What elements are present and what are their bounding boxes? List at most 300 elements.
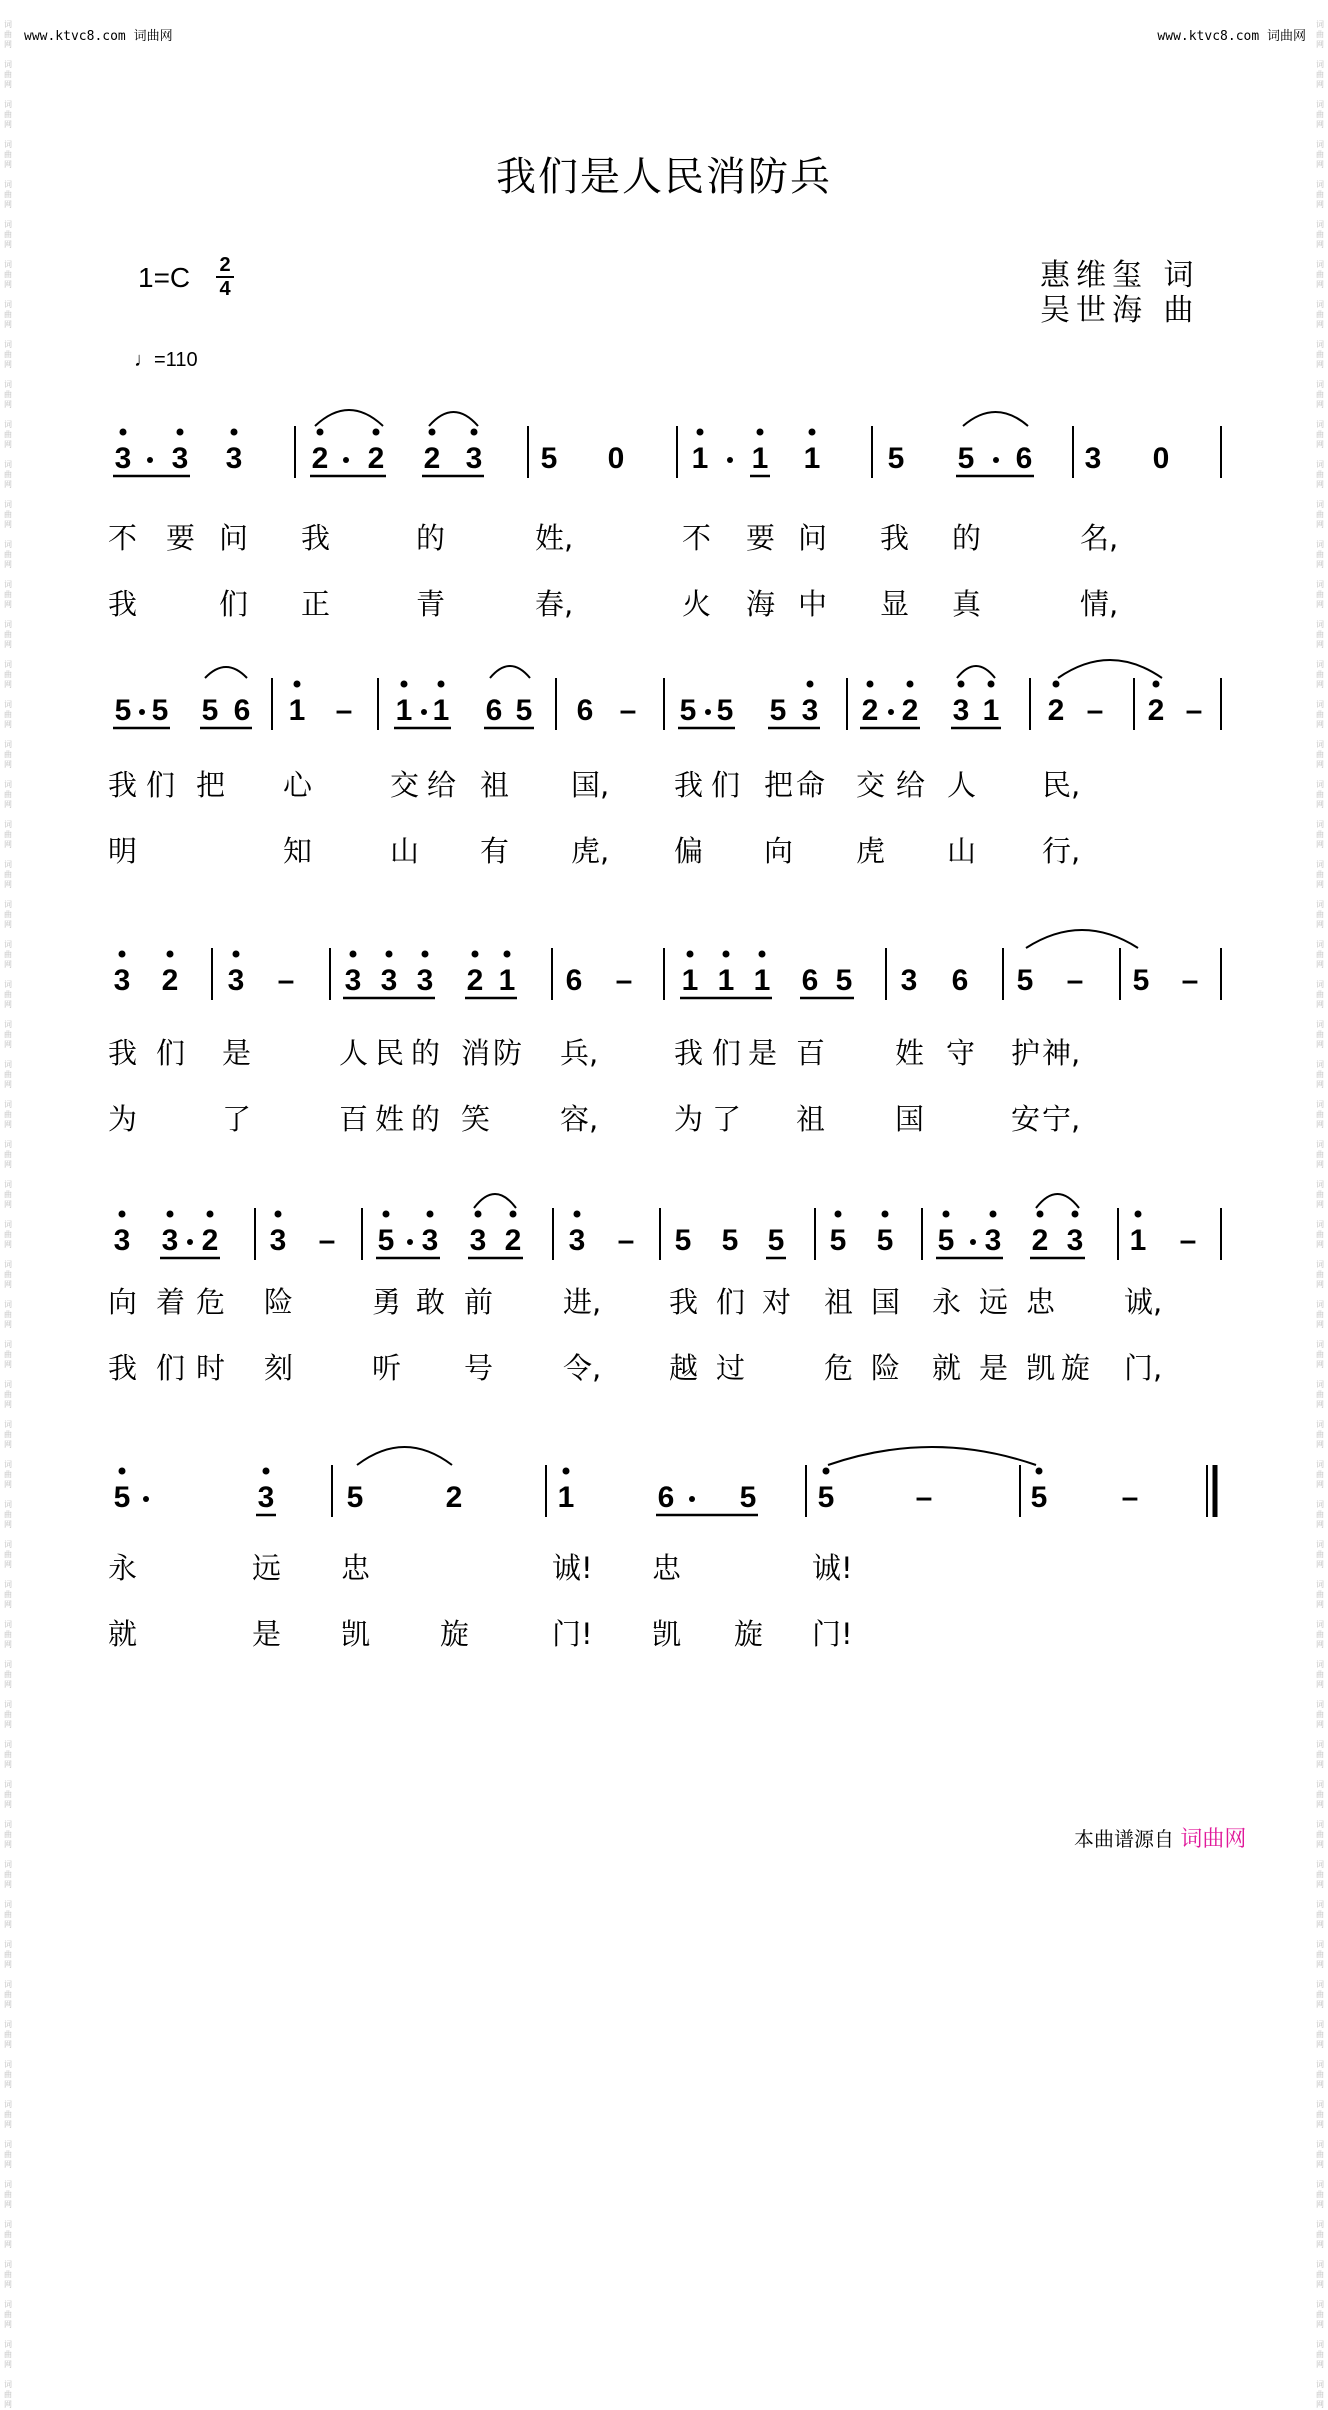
lyric-char: 我 bbox=[674, 1036, 704, 1070]
lyric-char: 凯 bbox=[341, 1617, 371, 1651]
augmentation-dot bbox=[421, 709, 427, 715]
high-octave-dot bbox=[401, 681, 408, 688]
note: – bbox=[1121, 1481, 1139, 1514]
note: 1 bbox=[982, 694, 1000, 727]
slur bbox=[1026, 930, 1138, 948]
lyric-char: 兵, bbox=[560, 1036, 599, 1070]
lyric-char: 是 bbox=[979, 1351, 1009, 1385]
footer-source bbox=[1074, 1822, 1246, 1853]
lyric-char: 险 bbox=[264, 1285, 294, 1319]
lyric-char: 诚! bbox=[552, 1551, 593, 1585]
note: 3 bbox=[344, 964, 362, 997]
lyric-char: 虎, bbox=[571, 834, 610, 868]
high-octave-dot bbox=[687, 951, 694, 958]
note: 5 bbox=[716, 694, 734, 727]
lyric-char: 人 bbox=[339, 1036, 369, 1070]
note: 2 bbox=[466, 964, 484, 997]
high-octave-dot bbox=[120, 429, 127, 436]
note: 5 bbox=[835, 964, 853, 997]
high-octave-dot bbox=[809, 429, 816, 436]
lyric-char: 不 bbox=[108, 521, 138, 555]
lyric-char: 是 bbox=[252, 1617, 282, 1651]
note: 1 bbox=[498, 964, 516, 997]
note: 5 bbox=[817, 1481, 835, 1514]
note: – bbox=[617, 1224, 635, 1257]
lyric-char: 前 bbox=[464, 1285, 494, 1319]
high-octave-dot bbox=[835, 1211, 842, 1218]
lyric-char: 显 bbox=[880, 587, 910, 621]
note: 2 bbox=[201, 1224, 219, 1257]
note: 3 bbox=[469, 1224, 487, 1257]
lyric-char: 诚, bbox=[1124, 1285, 1163, 1319]
lyric-char: 中 bbox=[798, 587, 828, 621]
lyric-char: 号 bbox=[464, 1351, 494, 1385]
note: 2 bbox=[161, 964, 179, 997]
lyric-char: 忠 bbox=[652, 1551, 682, 1585]
note: 5 bbox=[739, 1481, 757, 1514]
note: – bbox=[277, 964, 295, 997]
note: 6 bbox=[576, 694, 594, 727]
quarter-note-icon: ♩ bbox=[134, 349, 154, 371]
augmentation-dot bbox=[970, 1239, 976, 1245]
lyric-char: 国, bbox=[571, 768, 610, 802]
note: 2 bbox=[445, 1481, 463, 1514]
lyric-char: 是 bbox=[748, 1036, 778, 1070]
note: 6 bbox=[565, 964, 583, 997]
lyric-char: 忠 bbox=[1026, 1285, 1056, 1319]
high-octave-dot bbox=[563, 1468, 570, 1475]
lyric-char: 危 bbox=[196, 1285, 226, 1319]
note: – bbox=[1185, 694, 1203, 727]
note: 1 bbox=[288, 694, 306, 727]
lyric-char: 人 bbox=[947, 768, 977, 802]
high-octave-dot bbox=[1037, 1211, 1044, 1218]
lyric-char: 刻 bbox=[264, 1351, 294, 1385]
note: 5 bbox=[515, 694, 533, 727]
lyric-char: 远 bbox=[979, 1285, 1009, 1319]
lyric-char: 姓 bbox=[375, 1102, 405, 1136]
slur bbox=[957, 666, 995, 678]
lyric-char: 山 bbox=[947, 834, 977, 868]
high-octave-dot bbox=[177, 429, 184, 436]
lyric-char: 把 bbox=[196, 768, 226, 802]
time-sig-top: 2 bbox=[219, 254, 231, 276]
lyric-char: 向 bbox=[764, 834, 794, 868]
slur bbox=[357, 1447, 452, 1465]
lyric-char: 进, bbox=[563, 1285, 602, 1319]
lyric-char: 忠 bbox=[341, 1551, 371, 1585]
lyric-char: 心 bbox=[283, 768, 313, 802]
lyric-char: 我 bbox=[108, 587, 138, 621]
high-octave-dot bbox=[807, 681, 814, 688]
note: 3 bbox=[900, 964, 918, 997]
augmentation-dot bbox=[407, 1239, 413, 1245]
slur bbox=[490, 666, 530, 678]
lyric-char: 旋 bbox=[1061, 1351, 1091, 1385]
high-octave-dot bbox=[504, 951, 511, 958]
slur bbox=[1036, 1194, 1079, 1208]
lyric-char: 就 bbox=[932, 1351, 962, 1385]
high-octave-dot bbox=[119, 951, 126, 958]
lyric-char: 明 bbox=[108, 834, 138, 868]
high-octave-dot bbox=[757, 429, 764, 436]
lyric-char: 交 bbox=[390, 768, 420, 802]
high-octave-dot bbox=[867, 681, 874, 688]
augmentation-dot bbox=[993, 457, 999, 463]
note: 3 bbox=[568, 1224, 586, 1257]
lyric-char: 我 bbox=[674, 768, 704, 802]
note: 5 bbox=[151, 694, 169, 727]
note: 3 bbox=[171, 442, 189, 475]
site-watermark-left: www.ktvc8.com 词曲网 bbox=[24, 29, 173, 44]
note: 5 bbox=[1030, 1481, 1048, 1514]
note: 5 bbox=[377, 1224, 395, 1257]
high-octave-dot bbox=[907, 681, 914, 688]
lyric-char: 姓, bbox=[535, 521, 574, 555]
lyric-char: 令, bbox=[563, 1351, 602, 1385]
high-octave-dot bbox=[1072, 1211, 1079, 1218]
high-octave-dot bbox=[373, 429, 380, 436]
lyric-char: 给 bbox=[427, 768, 457, 802]
note: 5 bbox=[114, 694, 132, 727]
lyric-char: 行, bbox=[1042, 834, 1081, 868]
note: – bbox=[1179, 1224, 1197, 1257]
note: – bbox=[619, 694, 637, 727]
high-octave-dot bbox=[207, 1211, 214, 1218]
lyric-char: 祖 bbox=[824, 1285, 854, 1319]
lyric-char: 火 bbox=[682, 587, 712, 621]
high-octave-dot bbox=[386, 951, 393, 958]
lyric-char: 防 bbox=[493, 1036, 523, 1070]
high-octave-dot bbox=[823, 1468, 830, 1475]
lyric-char: 们 bbox=[712, 1036, 742, 1070]
lyric-char: 问 bbox=[798, 521, 828, 555]
lyric-char: 勇 bbox=[372, 1285, 402, 1319]
side-watermark-left: 词 曲 网 词 曲 网 词 曲 网 词 曲 网 词 曲 网 词 曲 网 词 曲 网 词 曲 网 词 曲 网 词 曲 网 词 曲 网 词 曲 网 词 曲 网 词 曲 网 词 曲 网 词 曲 网 词 曲 网 词 曲 网 词 曲 网 词 曲 网 词 曲 网 词 曲 网 词 曲 网 词 曲 网 词 曲 网 词 曲 网 词 曲 网 词 曲 网 词 曲 网 词 曲 网 词 曲 网 词 曲 网 词 曲 网 词 曲 网 词 曲 网 词 曲 网 词 曲 网 词 曲 网 词 曲 网 词 曲 网 词 曲 网 词 曲 网 词 曲 网 词 曲 网 词 曲 网 词 曲 网 词 曲 网 词 曲 网 词 曲 网 词 曲 网 词 曲 网 词 曲 网 词 曲 网 词 曲 网 词 曲 网 词 曲 网 词 曲 网 词 曲 网 词 曲 网 词 曲 网 bbox=[4, 20, 12, 2409]
note: 5 bbox=[1132, 964, 1150, 997]
high-octave-dot bbox=[167, 951, 174, 958]
note: 1 bbox=[717, 964, 735, 997]
slur bbox=[1058, 660, 1162, 678]
lyric-char: 敢 bbox=[416, 1285, 446, 1319]
note: 2 bbox=[311, 442, 329, 475]
key-label: 1=C bbox=[138, 262, 191, 293]
note: 6 bbox=[657, 1481, 675, 1514]
high-octave-dot bbox=[988, 681, 995, 688]
note: – bbox=[1086, 694, 1104, 727]
augmentation-dot bbox=[689, 1496, 695, 1502]
note: 2 bbox=[423, 442, 441, 475]
note: 5 bbox=[113, 1481, 131, 1514]
high-octave-dot bbox=[510, 1211, 517, 1218]
side-watermark-right: 词 曲 网 词 曲 网 词 曲 网 词 曲 网 词 曲 网 词 曲 网 词 曲 网 词 曲 网 词 曲 网 词 曲 网 词 曲 网 词 曲 网 词 曲 网 词 曲 网 词 曲 网 词 曲 网 词 曲 网 词 曲 网 词 曲 网 词 曲 网 词 曲 网 词 曲 网 词 曲 网 词 曲 网 词 曲 网 词 曲 网 词 曲 网 词 曲 网 词 曲 网 词 曲 网 词 曲 网 词 曲 网 词 曲 网 词 曲 网 词 曲 网 词 曲 网 词 曲 网 词 曲 网 词 曲 网 词 曲 网 词 曲 网 词 曲 网 词 曲 网 词 曲 网 词 曲 网 词 曲 网 词 曲 网 词 曲 网 词 曲 网 词 曲 网 词 曲 网 词 曲 网 词 曲 网 词 曲 网 词 曲 网 词 曲 网 词 曲 网 词 曲 网 词 曲 网 词 曲 网 bbox=[1316, 20, 1324, 2409]
note: 3 bbox=[1084, 442, 1102, 475]
lyric-char: 为 bbox=[674, 1102, 704, 1136]
note: 3 bbox=[465, 442, 483, 475]
lyric-char: 越 bbox=[669, 1351, 699, 1385]
note: 5 bbox=[346, 1481, 364, 1514]
note: 6 bbox=[1015, 442, 1033, 475]
note: – bbox=[318, 1224, 336, 1257]
lyric-char: 为 bbox=[108, 1102, 138, 1136]
lyric-char: 我 bbox=[108, 1036, 138, 1070]
lyric-char: 诚! bbox=[812, 1551, 853, 1585]
high-octave-dot bbox=[350, 951, 357, 958]
lyric-char: 过 bbox=[716, 1351, 746, 1385]
augmentation-dot bbox=[727, 457, 733, 463]
lyric-char: 我 bbox=[301, 521, 331, 555]
lyric-char: 容, bbox=[560, 1102, 599, 1136]
lyric-char: 永 bbox=[932, 1285, 962, 1319]
note: 3 bbox=[984, 1224, 1002, 1257]
lyric-char: 们 bbox=[146, 768, 176, 802]
lyric-char: 问 bbox=[219, 521, 249, 555]
high-octave-dot bbox=[231, 429, 238, 436]
lyric-char: 门, bbox=[1124, 1351, 1163, 1385]
lyric-char: 的 bbox=[952, 521, 982, 555]
lyric-char: 命 bbox=[796, 768, 826, 802]
high-octave-dot bbox=[167, 1211, 174, 1218]
note: 1 bbox=[803, 442, 821, 475]
note: 1 bbox=[753, 964, 771, 997]
lyric-char: 我 bbox=[880, 521, 910, 555]
note: – bbox=[1181, 964, 1199, 997]
slur bbox=[205, 667, 247, 678]
high-octave-dot bbox=[943, 1211, 950, 1218]
lyric-char: 国 bbox=[871, 1285, 901, 1319]
note: – bbox=[335, 694, 353, 727]
lyricist-credit: 惠维玺 词 bbox=[1040, 258, 1200, 293]
lyric-char: 消 bbox=[461, 1036, 491, 1070]
lyric-char: 凯 bbox=[1026, 1351, 1056, 1385]
high-octave-dot bbox=[958, 681, 965, 688]
lyric-char: 我 bbox=[669, 1285, 699, 1319]
high-octave-dot bbox=[1153, 681, 1160, 688]
lyric-char: 旋 bbox=[440, 1617, 470, 1651]
note: 5 bbox=[540, 442, 558, 475]
augmentation-dot bbox=[888, 709, 894, 715]
high-octave-dot bbox=[475, 1211, 482, 1218]
lyric-char: 凯 bbox=[652, 1617, 682, 1651]
lyric-char: 对 bbox=[762, 1285, 792, 1319]
lyric-char: 们 bbox=[716, 1285, 746, 1319]
augmentation-dot bbox=[147, 457, 153, 463]
composer-credit: 吴世海 曲 bbox=[1040, 293, 1200, 328]
high-octave-dot bbox=[723, 951, 730, 958]
lyric-char: 是 bbox=[222, 1036, 252, 1070]
lyric-char: 永 bbox=[108, 1551, 138, 1585]
augmentation-dot bbox=[139, 709, 145, 715]
lyric-char: 们 bbox=[711, 768, 741, 802]
note: 3 bbox=[113, 1224, 131, 1257]
augmentation-dot bbox=[187, 1239, 193, 1245]
lyric-char: 护 bbox=[1011, 1036, 1041, 1070]
note: – bbox=[1066, 964, 1084, 997]
high-octave-dot bbox=[429, 429, 436, 436]
high-octave-dot bbox=[759, 951, 766, 958]
note: 3 bbox=[161, 1224, 179, 1257]
lyric-char: 民 bbox=[375, 1036, 405, 1070]
lyric-char: 的 bbox=[416, 521, 446, 555]
note: 1 bbox=[432, 694, 450, 727]
lyric-char: 我 bbox=[108, 1351, 138, 1385]
note: 3 bbox=[801, 694, 819, 727]
lyric-char: 祖 bbox=[480, 768, 510, 802]
note: 5 bbox=[674, 1224, 692, 1257]
note: 1 bbox=[751, 442, 769, 475]
note: 5 bbox=[721, 1224, 739, 1257]
lyric-char: 旋 bbox=[734, 1617, 764, 1651]
lyric-char: 门! bbox=[552, 1617, 593, 1651]
note: 2 bbox=[504, 1224, 522, 1257]
lyric-char: 的 bbox=[411, 1036, 441, 1070]
lyric-char: 听 bbox=[372, 1351, 402, 1385]
note: 3 bbox=[416, 964, 434, 997]
slur bbox=[963, 412, 1028, 426]
lyric-char: 我 bbox=[108, 768, 138, 802]
note: 3 bbox=[269, 1224, 287, 1257]
lyric-char: 海 bbox=[746, 587, 776, 621]
augmentation-dot bbox=[705, 709, 711, 715]
lyric-char: 们 bbox=[156, 1351, 186, 1385]
slur bbox=[474, 1194, 516, 1208]
lyric-char: 姓 bbox=[895, 1036, 925, 1070]
lyric-char: 山 bbox=[390, 834, 420, 868]
footer-brand: 词曲网 bbox=[1180, 1827, 1247, 1852]
note: 5 bbox=[767, 1224, 785, 1257]
high-octave-dot bbox=[317, 429, 324, 436]
lyric-char: 祖 bbox=[796, 1102, 826, 1136]
note: 5 bbox=[957, 442, 975, 475]
lyric-char: 向 bbox=[108, 1285, 138, 1319]
note: 2 bbox=[1047, 694, 1065, 727]
lyric-char: 青 bbox=[416, 587, 446, 621]
lyric-char: 偏 bbox=[674, 834, 704, 868]
note: 5 bbox=[201, 694, 219, 727]
note: 6 bbox=[801, 964, 819, 997]
note: 3 bbox=[952, 694, 970, 727]
note: 3 bbox=[225, 442, 243, 475]
lyric-char: 真 bbox=[952, 587, 982, 621]
note: 2 bbox=[367, 442, 385, 475]
lyric-char: 们 bbox=[219, 587, 249, 621]
note: 2 bbox=[861, 694, 879, 727]
high-octave-dot bbox=[472, 951, 479, 958]
lyric-char: 危 bbox=[824, 1351, 854, 1385]
lyric-char: 给 bbox=[896, 768, 926, 802]
note: 5 bbox=[937, 1224, 955, 1257]
lyric-char: 宁, bbox=[1042, 1102, 1081, 1136]
high-octave-dot bbox=[294, 681, 301, 688]
note: 5 bbox=[1016, 964, 1034, 997]
note: 2 bbox=[1147, 694, 1165, 727]
lyric-char: 安 bbox=[1011, 1102, 1041, 1136]
high-octave-dot bbox=[882, 1211, 889, 1218]
high-octave-dot bbox=[422, 951, 429, 958]
note: 2 bbox=[1031, 1224, 1049, 1257]
note: 3 bbox=[380, 964, 398, 997]
site-watermark-right: www.ktvc8.com 词曲网 bbox=[1157, 29, 1306, 44]
lyric-char: 国 bbox=[895, 1102, 925, 1136]
note: – bbox=[615, 964, 633, 997]
note: 0 bbox=[607, 442, 625, 475]
lyric-char: 不 bbox=[682, 521, 712, 555]
lyric-char: 守 bbox=[946, 1036, 976, 1070]
high-octave-dot bbox=[383, 1211, 390, 1218]
lyric-char: 就 bbox=[108, 1617, 138, 1651]
lyric-char: 春, bbox=[535, 587, 574, 621]
note: 5 bbox=[769, 694, 787, 727]
high-octave-dot bbox=[574, 1211, 581, 1218]
augmentation-dot bbox=[143, 1496, 149, 1502]
lyric-char: 笑 bbox=[461, 1102, 491, 1136]
note: 0 bbox=[1152, 442, 1170, 475]
note: 5 bbox=[887, 442, 905, 475]
lyric-char: 虎 bbox=[856, 834, 886, 868]
note: 1 bbox=[395, 694, 413, 727]
lyric-char: 民, bbox=[1042, 768, 1081, 802]
note: 1 bbox=[681, 964, 699, 997]
note: 1 bbox=[691, 442, 709, 475]
note: 6 bbox=[951, 964, 969, 997]
footer-source-text: 本曲谱源自 bbox=[1074, 1827, 1174, 1851]
high-octave-dot bbox=[119, 1211, 126, 1218]
high-octave-dot bbox=[1036, 1468, 1043, 1475]
slur bbox=[315, 410, 383, 426]
lyric-char: 百 bbox=[339, 1102, 369, 1136]
time-sig-bottom: 4 bbox=[216, 276, 234, 300]
note: 3 bbox=[1066, 1224, 1084, 1257]
lyric-char: 着 bbox=[156, 1285, 186, 1319]
note: 6 bbox=[485, 694, 503, 727]
lyric-char: 险 bbox=[871, 1351, 901, 1385]
lyric-char: 们 bbox=[156, 1036, 186, 1070]
note: 3 bbox=[113, 964, 131, 997]
lyric-char: 交 bbox=[856, 768, 886, 802]
lyric-char: 有 bbox=[480, 834, 510, 868]
lyric-char: 百 bbox=[796, 1036, 826, 1070]
slur bbox=[828, 1447, 1036, 1465]
lyric-char: 神, bbox=[1042, 1036, 1081, 1070]
high-octave-dot bbox=[119, 1468, 126, 1475]
augmentation-dot bbox=[343, 457, 349, 463]
note: 3 bbox=[421, 1224, 439, 1257]
note: 3 bbox=[114, 442, 132, 475]
lyric-char: 了 bbox=[222, 1102, 252, 1136]
lyric-char: 要 bbox=[166, 521, 196, 555]
tempo-value: =110 bbox=[154, 349, 198, 371]
note: 3 bbox=[227, 964, 245, 997]
lyric-char: 要 bbox=[746, 521, 776, 555]
note: 1 bbox=[557, 1481, 575, 1514]
lyric-char: 远 bbox=[252, 1551, 282, 1585]
high-octave-dot bbox=[275, 1211, 282, 1218]
note: 1 bbox=[1129, 1224, 1147, 1257]
high-octave-dot bbox=[438, 681, 445, 688]
note: 3 bbox=[257, 1481, 275, 1514]
lyric-char: 了 bbox=[712, 1102, 742, 1136]
high-octave-dot bbox=[471, 429, 478, 436]
lyric-char: 知 bbox=[283, 834, 313, 868]
lyric-char: 把 bbox=[764, 768, 794, 802]
note: 2 bbox=[901, 694, 919, 727]
lyric-char: 名, bbox=[1080, 521, 1119, 555]
lyric-char: 正 bbox=[301, 587, 331, 621]
lyric-char: 情, bbox=[1080, 587, 1119, 621]
note: – bbox=[915, 1481, 933, 1514]
slur bbox=[429, 412, 478, 426]
high-octave-dot bbox=[263, 1468, 270, 1475]
